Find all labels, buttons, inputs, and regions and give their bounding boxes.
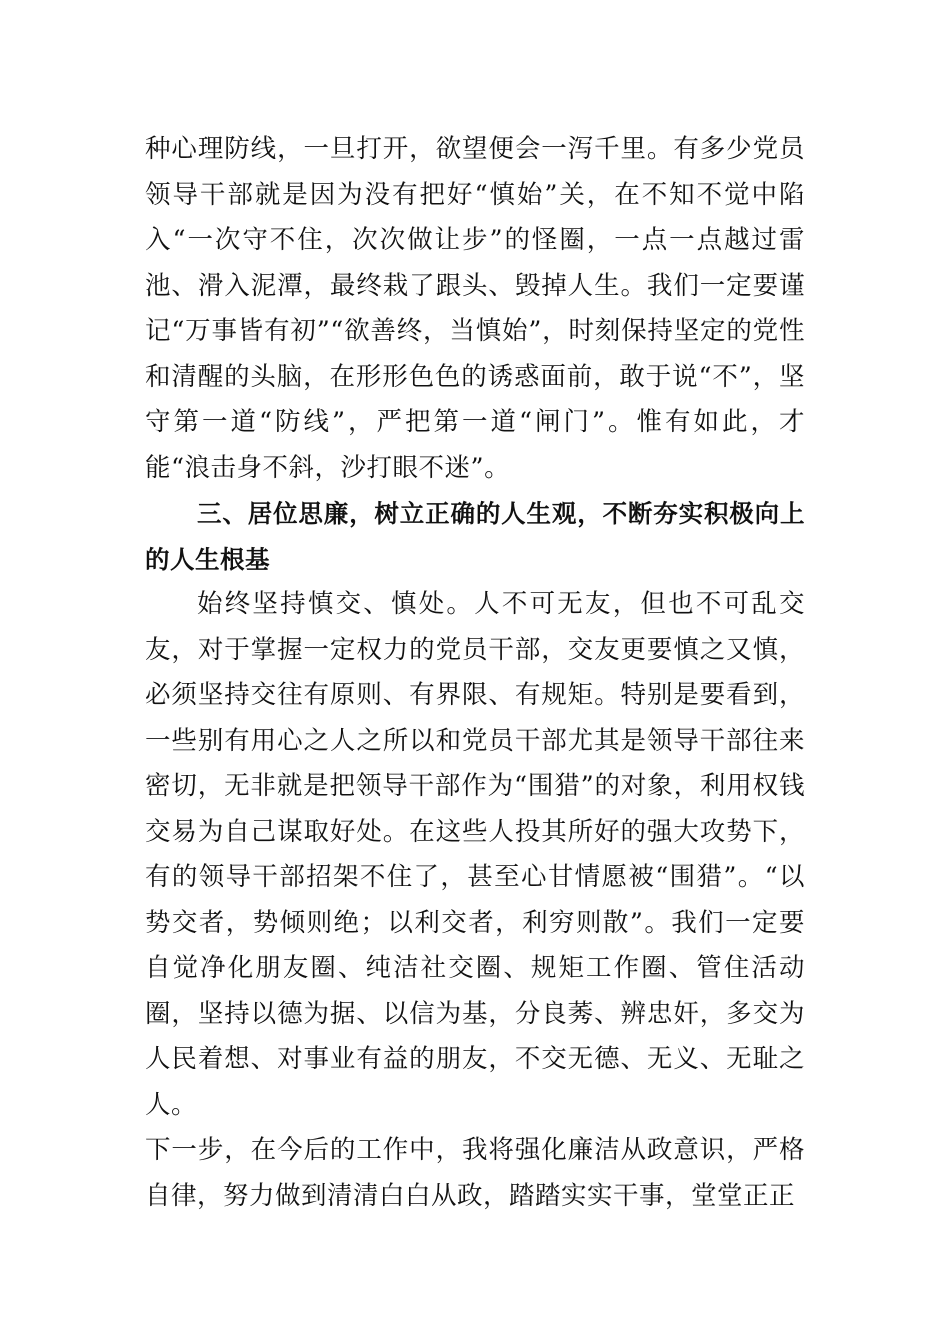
paragraph-continuation: 种心理防线，一旦打开，欲望便会一泻千里。有多少党员领导干部就是因为没有把好“慎始”关，在不知不觉中陷入“一次守不住，次次做让步”的怪圈，一点一点越过雷池、滑入泥潭，最终栽了跟头、毁掉人生。我们一定要谨记“万事皆有初”“欲善终，当慎始”，时刻保持坚定的党性和清醒的头脑，在形形色色的诱惑面前，敢于说“不”，坚守第一道“防线”，严把第一道“闸门”。惟有如此，才能“浪击身不斜，沙打眼不迷”。 [145, 134, 805, 483]
paragraph-careful-friendship: 始终坚持慎交、慎处。人不可无友，但也不可乱交友，对于掌握一定权力的党员干部，交友更要慎之又慎，必须坚持交往有原则、有界限、有规矩。特别是要看到，一些别有用心之人之所以和党员干部尤其是领导干部往来密切，无非就是把领导干部作为“围猎”的对象，利用权钱交易为自己谋取好处。在这些人投其所好的强大攻势下，有的领导干部招架不住了，甚至心甘情愿被“围猎”。“以势交者，势倾则绝；以利交者，利穷则散”。我们一定要自觉净化朋友圈、纯洁社交圈、规矩工作圈、管住活动圈，坚持以德为据、以信为基，分良莠、辨忠奸，多交为人民着想、对事业有益的朋友，不交无德、无义、无耻之人。 [145, 589, 805, 1120]
document-body [145, 127, 805, 1219]
paragraph-next-step: 下一步，在今后的工作中，我将强化廉洁从政意识，严格自律，努力做到清清白白从政，踏踏实实干事，堂堂正正 [145, 1135, 805, 1211]
section-heading-3: 三、居位思廉，树立正确的人生观，不断夯实积极向上的人生根基 [145, 499, 805, 574]
